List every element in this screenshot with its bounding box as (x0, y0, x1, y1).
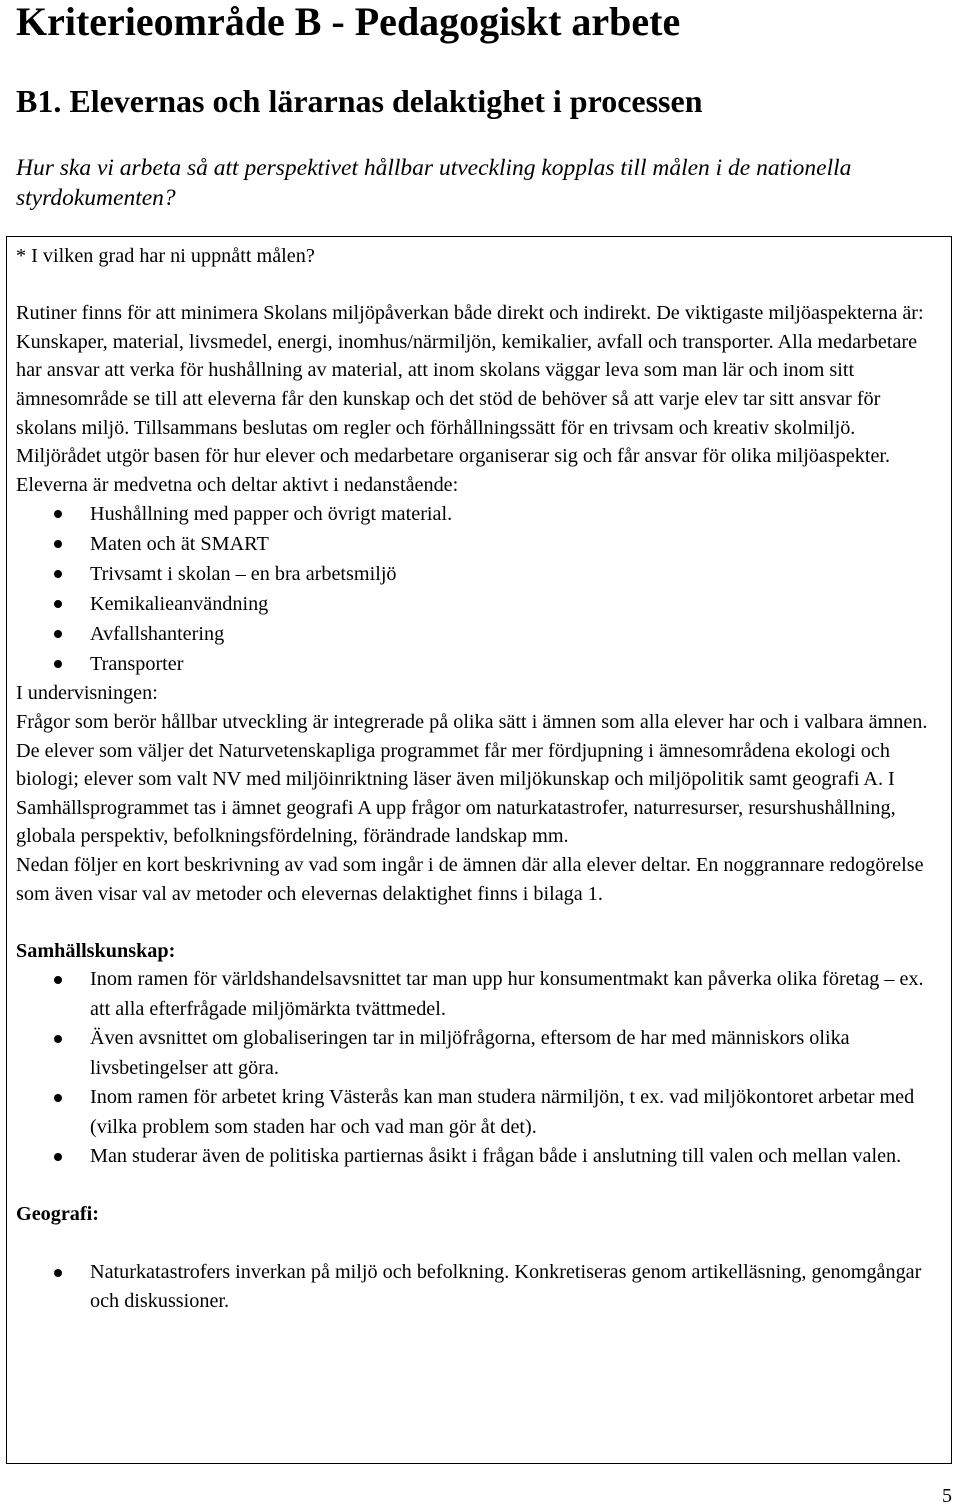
spacer (16, 1229, 944, 1258)
teaching-paragraph: Frågor som berör hållbar utveckling är integrerade på olika sätt i ämnen som alla elever har och i valbara ämnen. De elever som väljer det Naturvetenskapliga programmet får mer fördjupning i ämnesområdena ekologi och biologi; elever som valt NV med miljöinriktning läser även miljökunskap och miljöpolitik samt geografi A. I Samhällsprogrammet tas i ämnet geografi A upp frågor om naturkatastrofer, naturresurser, resurshushållning, globala perspektiv, befolkningsfördelning, förändrade landskap mm. (16, 710, 928, 848)
bullet-icon (54, 976, 62, 984)
bullet-icon (54, 1153, 62, 1161)
bullet-icon (54, 660, 62, 668)
geography-list (16, 1258, 944, 1317)
list-item: Kemikalieanvändning (16, 589, 944, 619)
list-item: Inom ramen för världshandelsavsnittet tar man upp hur konsumentmakt kan påverka olika företag – ex. att alla efterfrågade miljömärkta tvättmedel. (16, 965, 944, 1024)
teaching-heading: I undervisningen: (16, 682, 158, 705)
bullet-icon (54, 630, 62, 638)
guiding-question: Hur ska vi arbeta så att perspektivet hållbar utveckling kopplas till målen i de nationella styrdokumenten? (16, 155, 852, 211)
spacer (16, 1172, 944, 1201)
intro-paragraph: Rutiner finns för att minimera Skolans miljöpåverkan både direkt och indirekt. De viktigaste miljöaspekterna är: Kunskaper, material, livsmedel, energi, inomhus/närmiljön, kemikalier, avfall och transporter. Alla medarbetare har ansvar att verka för hushållning av material, att inom skolans väggar leva som man lär och inom sitt ämnesområde se till att eleverna får den kunskap och det stöd de behöver så att varje elev tar sitt ansvar för skolans miljö. Tillsammans beslutas om regler och förhållningssätt för en trivsam och kreativ skolmiljö. Miljörådet utgör basen för hur elever och medarbetare organiserar sig och får ansvar för olika miljöaspekter. Eleverna är medvetna och deltar aktivt i nedanstående: (16, 302, 924, 496)
bullet-icon (54, 510, 62, 518)
list-item: Man studerar även de politiska partiernas åsikt i frågan både i anslutning till valen och mellan valen. (16, 1142, 944, 1172)
list-item: Maten och ät SMART (16, 529, 944, 559)
social-studies-heading: Samhällskunskap: (16, 939, 176, 962)
bullet-icon (54, 570, 62, 578)
list-item: Transporter (16, 649, 944, 679)
list-item: Inom ramen för arbetet kring Västerås kan man studera närmiljön, t ex. vad miljökontoret arbetar med (vilka problem som staden har och vad man gör åt det). (16, 1083, 944, 1142)
social-studies-list (16, 965, 944, 1172)
list-item: Naturkatastrofers inverkan på miljö och befolkning. Konkretiseras genom artikelläsning, genomgångar och diskussioner. (16, 1258, 944, 1317)
list-item: Trivsamt i skolan – en bra arbetsmiljö (16, 559, 944, 589)
bullet-icon (54, 1094, 62, 1102)
bullet-icon (54, 1035, 62, 1043)
spacer (16, 271, 944, 300)
spacer (16, 908, 944, 937)
grade-question: * I vilken grad har ni uppnått målen? (16, 245, 315, 267)
summary-paragraph: Nedan följer en kort beskrivning av vad som ingår i de ämnen där alla elever deltar. En noggrannare redogörelse som även visar val av metoder och elevernas delaktighet finns i bilaga 1. (16, 853, 924, 905)
answer-content (16, 242, 944, 1317)
bullet-icon (54, 540, 62, 548)
section-title: B1. Elevernas och lärarnas delaktighet i processen (16, 83, 703, 119)
page-number: 5 (942, 1485, 952, 1507)
activities-list (16, 499, 944, 679)
list-item: Hushållning med papper och övrigt material. (16, 499, 944, 529)
list-item: Även avsnittet om globaliseringen tar in miljöfrågorna, eftersom de har med människors olika livsbetingelser att göra. (16, 1024, 944, 1083)
list-item: Avfallshantering (16, 619, 944, 649)
geography-heading: Geografi: (16, 1203, 99, 1226)
bullet-icon (54, 1269, 62, 1277)
bullet-icon (54, 600, 62, 608)
page-title: Kriterieområde B - Pedagogiskt arbete (16, 0, 681, 44)
